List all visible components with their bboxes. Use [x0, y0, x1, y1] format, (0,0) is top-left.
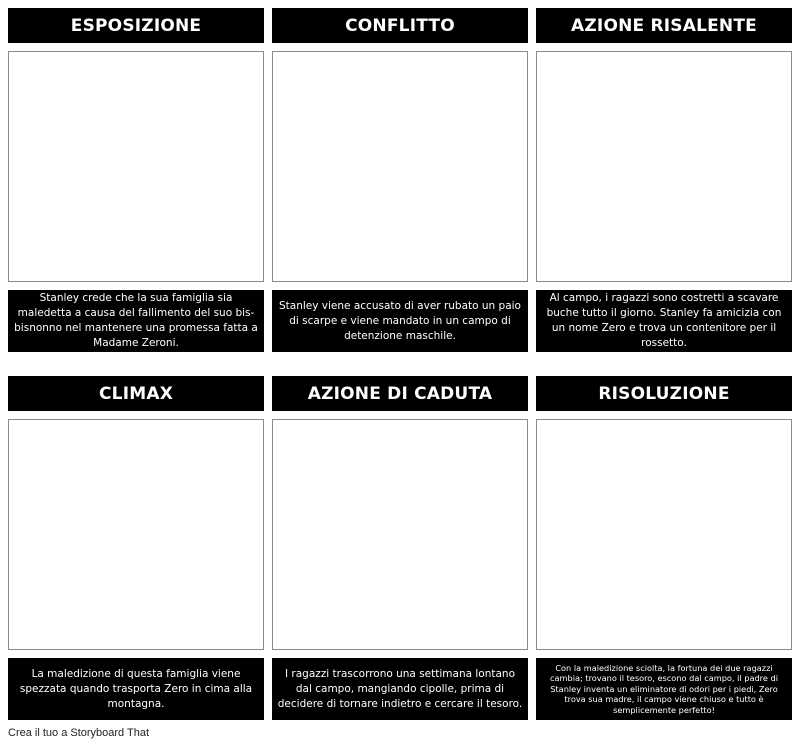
- cell-image-panel[interactable]: [8, 51, 264, 282]
- cell-image-panel[interactable]: [536, 51, 792, 282]
- cell-title: RISOLUZIONE: [536, 376, 792, 411]
- cell-caption: Stanley crede che la sua famiglia sia maledetta a causa del fallimento del suo bis-bisnonno nel mantenere una promessa fatta a Madame Zeroni.: [8, 290, 264, 352]
- cell-image-panel[interactable]: [272, 51, 528, 282]
- footer-credit-link[interactable]: Crea il tuo a Storyboard That: [8, 727, 150, 739]
- cell-title: CONFLITTO: [272, 8, 528, 43]
- cell-title: AZIONE DI CADUTA: [272, 376, 528, 411]
- cell-caption: Con la maledizione sciolta, la fortuna dei due ragazzi cambia; trovano il tesoro, escono dal campo, il padre di Stanley inventa un eliminatore di odori per i piedi, Zero trova sua madre, il campo viene chiuso e tutto è semplicemente perfetto!: [536, 658, 792, 720]
- cell-caption: La maledizione di questa famiglia viene spezzata quando trasporta Zero in cima alla montagna.: [8, 658, 264, 720]
- cell-caption: I ragazzi trascorrono una settimana lontano dal campo, mangiando cipolle, prima di decidere di tornare indietro e cercare il tesoro.: [272, 658, 528, 720]
- cell-title: ESPOSIZIONE: [8, 8, 264, 43]
- cell-image-panel[interactable]: [536, 419, 792, 650]
- cell-caption: Stanley viene accusato di aver rubato un paio di scarpe e viene mandato in un campo di detenzione maschile.: [272, 290, 528, 352]
- cell-title: AZIONE RISALENTE: [536, 8, 792, 43]
- cell-title: CLIMAX: [8, 376, 264, 411]
- cell-caption: Al campo, i ragazzi sono costretti a scavare buche tutto il giorno. Stanley fa amicizia con un nome Zero e trova un contenitore per il rossetto.: [536, 290, 792, 352]
- cell-image-panel[interactable]: [8, 419, 264, 650]
- cell-image-panel[interactable]: [272, 419, 528, 650]
